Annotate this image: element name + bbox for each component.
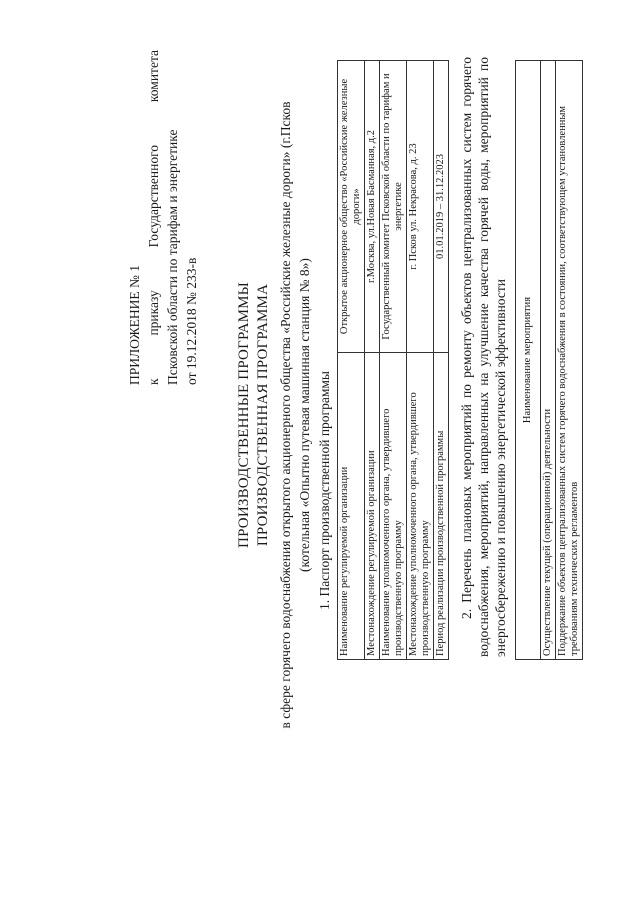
table-row: [556, 61, 583, 660]
appendix-date-line: от 19.12.2018 № 233-в: [184, 257, 199, 385]
passport-value: г. Псков ул. Некрасова, д. 23: [407, 61, 434, 353]
section2-paragraph: [458, 57, 509, 657]
table-header-row: [516, 61, 541, 660]
section2-text: 2. Перечень плановых мероприятий по ремонту объектов централизованных систем горячего водоснабжения, мероприятий, направленных на улучшение качества горячей воды, мероприятий по энергосбережению и повышению энергетической эффективности: [459, 57, 508, 657]
table-row: [338, 61, 365, 660]
passport-key: Наименование уполномоченного органа, утвердившего производственную программу: [380, 353, 407, 660]
passport-key: Местонахождение уполномоченного органа, утвердившего производственную программу: [407, 353, 434, 660]
section1-heading: 1. Паспорт производственной программы: [317, 371, 332, 610]
measures-header: Наименование мероприятия: [516, 61, 541, 660]
passport-key: Местонахождение регулируемой организации: [365, 353, 380, 660]
table-row: [541, 61, 556, 660]
measure-item: Поддержание объектов централизованных систем горячего водоснабжения в состоянии, соответствующем установленным требованиям технических регламентов: [556, 61, 583, 660]
title-sphere: в сфере горячего водоснабжения открытого акционерного общества «Российские железные дороги» (г.Псков: [278, 101, 293, 729]
passport-value: Государственный комитет Псковской области по тарифам и энергетике: [380, 61, 407, 353]
appendix-committee-line: Псковской области по тарифам и энергетике: [165, 129, 180, 385]
passport-value: Открытое акционерное общество «Российские железные дороги»: [338, 61, 365, 353]
appendix-order-line: к приказу Государственного комитета: [146, 50, 161, 385]
measures-table: [515, 60, 583, 660]
measure-item: Осуществление текущей (операционной) деятельности: [541, 61, 556, 660]
title-programs: ПРОИЗВОДСТВЕННЫЕ ПРОГРАММЫ: [236, 282, 252, 548]
passport-value: г.Москва, ул.Новая Басманная, д.2: [365, 61, 380, 353]
passport-value: 01.01.2019 – 31.12.2023: [434, 61, 449, 353]
table-row: [380, 61, 407, 660]
appendix-title: ПРИЛОЖЕНИЕ № 1: [127, 264, 142, 385]
title-program: ПРОИЗВОДСТВЕННАЯ ПРОГРАММА: [255, 283, 271, 547]
passport-table: [337, 60, 449, 660]
table-row: [434, 61, 449, 660]
table-row: [407, 61, 434, 660]
passport-key: Период реализации производственной программы: [434, 353, 449, 660]
document-title-block: [235, 75, 314, 755]
passport-key: Наименование регулируемой организации: [338, 353, 365, 660]
appendix-block: [125, 50, 201, 385]
table-row: [365, 61, 380, 660]
title-boiler-house: (котельная «Опытно путевая машинная станция № 8»): [297, 258, 312, 572]
